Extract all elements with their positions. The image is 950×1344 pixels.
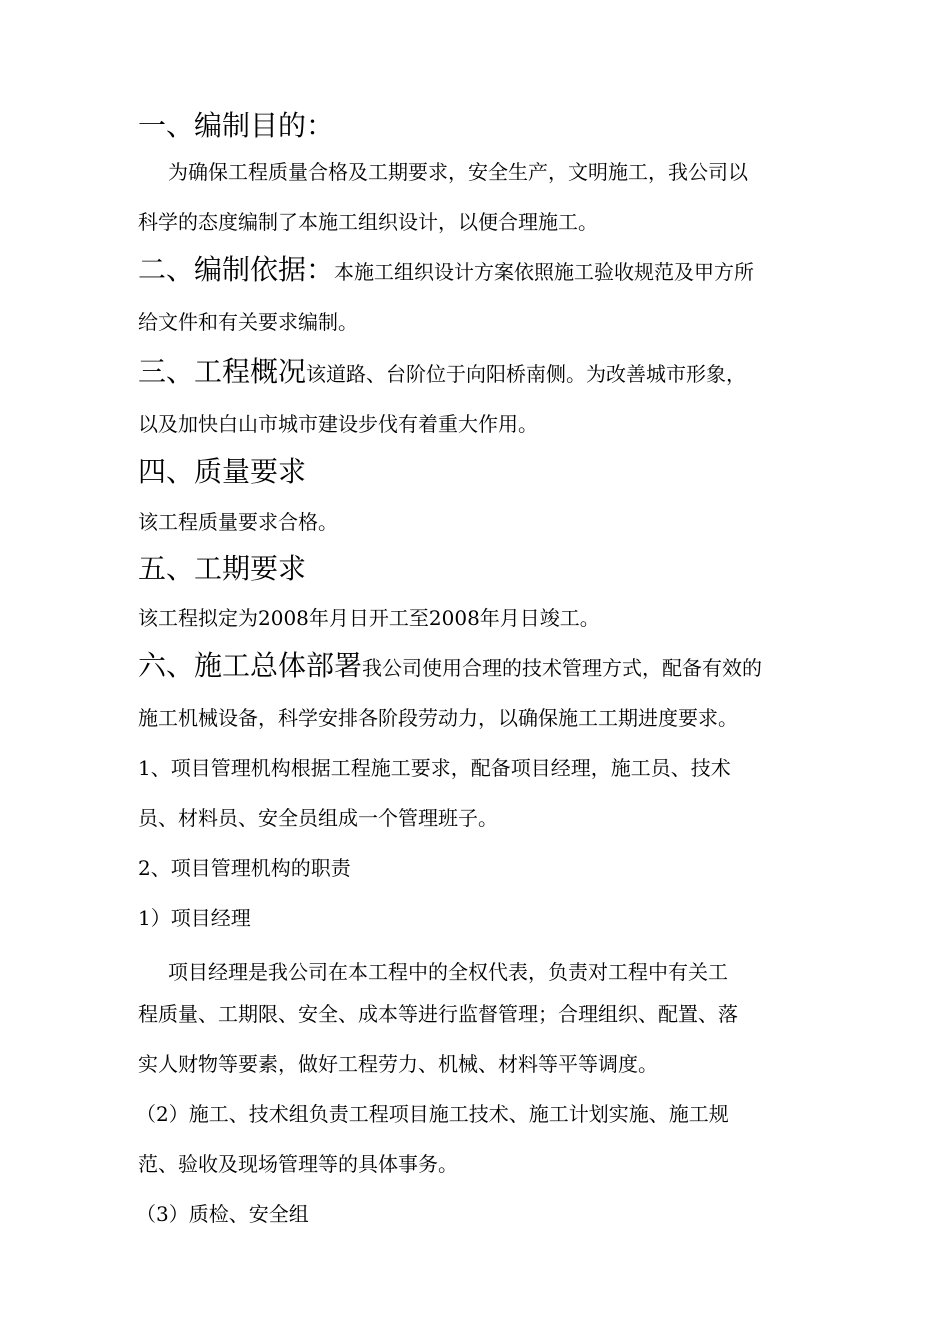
section-2-text-line-2: 给文件和有关要求编制。	[138, 310, 358, 334]
section-3-line-1	[138, 354, 746, 390]
section-6-item-1-line-2: 员、材料员、安全员组成一个管理班子。	[138, 806, 498, 830]
section-3-inline-text: 该道路、台阶位于向阳桥南侧。为改善城市形象，	[306, 362, 747, 386]
section-5-text: 该工程拟定为2008年月日开工至2008年月日竣工。	[138, 606, 600, 630]
section-6-subitem-2-line-2: 范、验收及现场管理等的具体事务。	[138, 1152, 458, 1176]
section-6-subitem-3: （3）质检、安全组	[136, 1202, 309, 1226]
section-4-heading: 四、质量要求	[138, 455, 307, 488]
section-3-heading: 三、工程概况	[138, 355, 307, 388]
section-6-item-1-line-1: 1、项目管理机构根据工程施工要求，配备项目经理，施工员、技术	[138, 756, 731, 780]
section-1-text-line-2: 科学的态度编制了本施工组织设计，以便合理施工。	[138, 210, 598, 234]
section-2-inline-text: 本施工组织设计方案依照施工验收规范及甲方所	[334, 260, 755, 284]
section-6-subitem-1-text-line-2: 程质量、工期限、安全、成本等进行监督管理；合理组织、配置、落	[138, 1002, 738, 1026]
section-2-heading: 二、编制依据：	[138, 253, 335, 286]
section-4-text: 该工程质量要求合格。	[138, 510, 338, 534]
section-6-inline-text: 我公司使用合理的技术管理方式，配备有效的	[362, 656, 763, 680]
section-1-text-line-1: 为确保工程质量合格及工期要求，安全生产，文明施工，我公司以	[168, 160, 748, 184]
section-6-text-line-2: 施工机械设备，科学安排各阶段劳动力，以确保施工工期进度要求。	[138, 706, 738, 730]
section-2-line-1	[138, 252, 754, 288]
section-6-subitem-1-text-line-3: 实人财物等要素，做好工程劳力、机械、材料等平等调度。	[138, 1052, 658, 1076]
section-6-subitem-2-line-1: （2）施工、技术组负责工程项目施工技术、施工计划实施、施工规	[136, 1102, 729, 1126]
section-6-subitem-1: 1）项目经理	[138, 906, 251, 930]
section-6-heading: 六、施工总体部署	[138, 649, 363, 682]
section-1-heading: 一、编制目的：	[138, 109, 335, 142]
section-6-item-2: 2、项目管理机构的职责	[138, 856, 351, 880]
section-6-line-1	[138, 648, 762, 684]
section-6-subitem-1-text-line-1: 项目经理是我公司在本工程中的全权代表，负责对工程中有关工	[168, 960, 728, 984]
section-5-heading: 五、工期要求	[138, 552, 307, 585]
section-3-text-line-2: 以及加快白山市城市建设步伐有着重大作用。	[138, 412, 538, 436]
